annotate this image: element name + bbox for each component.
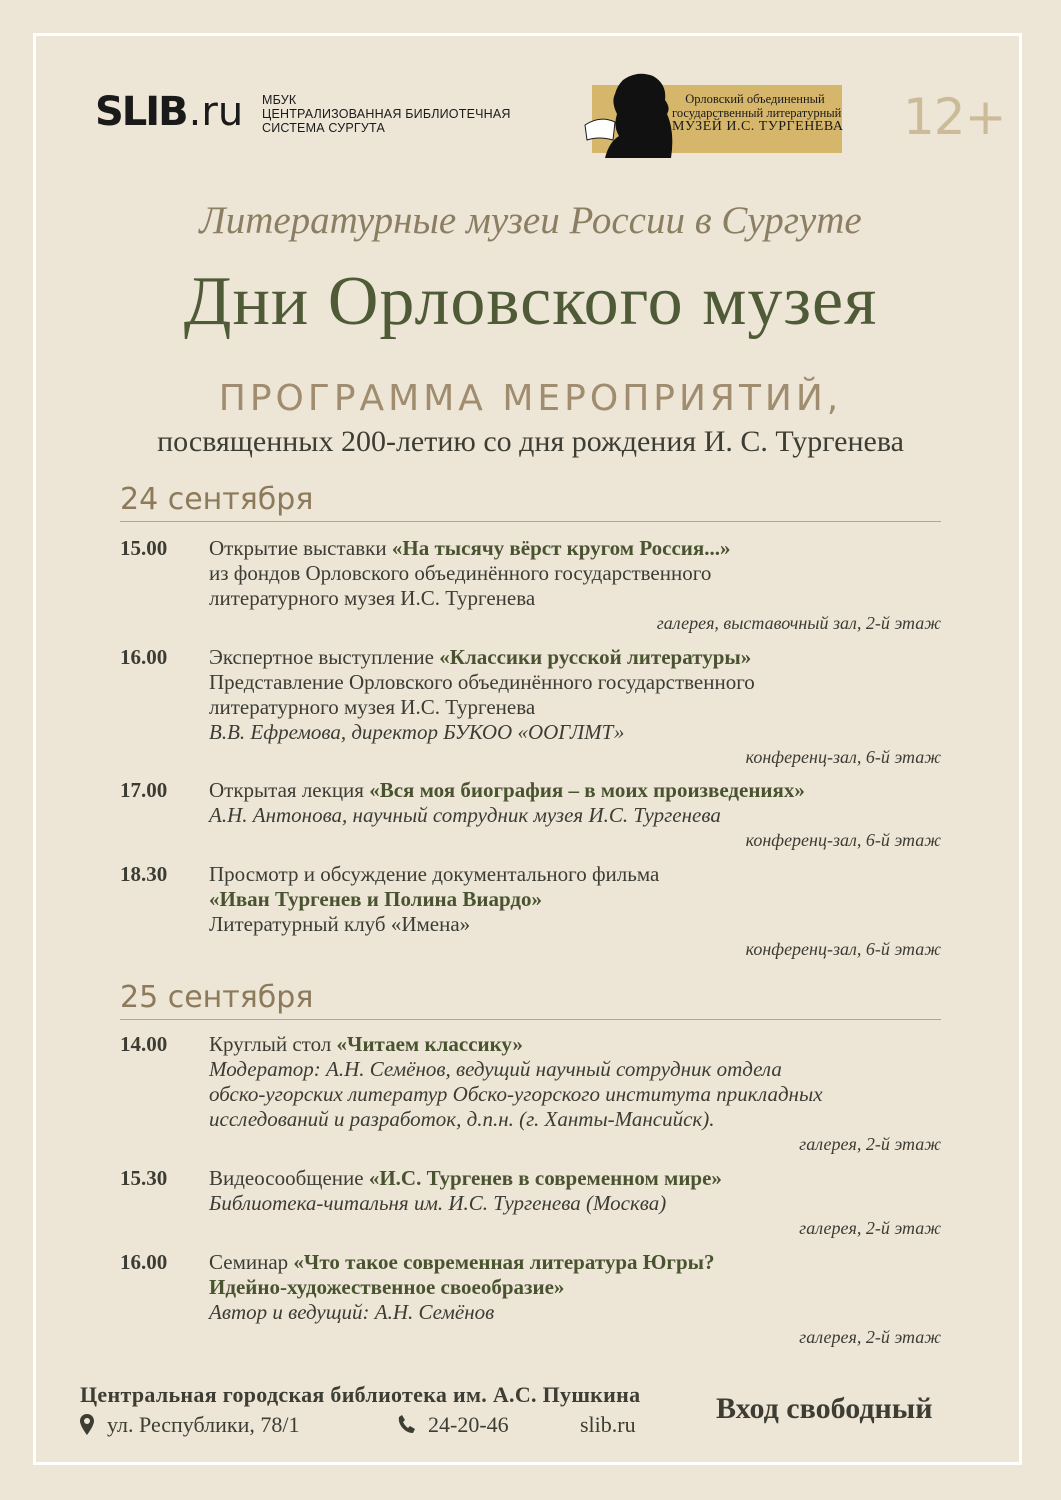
event-type: Экспертное выступление [209,645,440,669]
event-location: конференц-зал, 6-й этаж [745,830,941,850]
event-item [120,1032,941,1157]
event-location: конференц-зал, 6-й этаж [745,747,941,767]
event-type: Круглый стол [209,1032,337,1056]
event-item [120,862,941,962]
event-speaker: Библиотека-читальня им. И.С. Тургенева (Москва) [209,1191,667,1215]
event-description: из фондов Орловского объединённого государственного [209,561,712,585]
museum-line: Орловский объединенный [685,92,825,106]
event-time: 16.00 [120,1250,168,1274]
event-type: Открытие выставки [209,536,392,560]
event-title: «На тысячу вёрст кругом Россия...» [391,536,731,560]
event-item [120,536,941,636]
event-description: Литературный клуб «Имена» [209,912,471,936]
slib-logo-suffix: .ru [188,89,244,135]
event-time: 18.30 [120,862,168,886]
divider [120,1019,941,1020]
event-time: 17.00 [120,778,168,802]
event-title: «И.С. Тургенев в современном мире» [368,1166,722,1190]
org-line: СИСТЕМА СУРГУТА [262,121,385,135]
event-time: 15.30 [120,1166,168,1190]
event-type: Открытая лекция [209,778,370,802]
event-item [120,1250,941,1350]
slib-logo-mark: SLIB [95,89,187,135]
event-speaker: исследований и разработок, д.п.н. (г. Ханты-Мансийск). [209,1107,715,1131]
event-speaker: В.В. Ефремова, директор БУКОО «ООГЛМТ» [209,720,625,744]
event-title: «Читаем классику» [336,1032,523,1056]
phone-icon [398,1414,416,1440]
event-title: «Иван Тургенев и Полина Виардо» [209,887,543,911]
event-time: 16.00 [120,645,168,669]
organization-name [262,93,511,135]
event-item [120,1166,941,1241]
event-location: галерея, выставочный зал, 2-й этаж [656,613,941,633]
free-entry-label: Вход свободный [716,1392,933,1425]
event-location: галерея, 2-й этаж [799,1327,941,1347]
event-item [120,645,941,770]
museum-name [672,92,844,134]
event-description: литературного музея И.С. Тургенева [209,586,536,610]
event-speaker: А.Н. Антонова, научный сотрудник музея И.С. Тургенева [209,803,721,827]
event-location: галерея, 2-й этаж [799,1134,941,1154]
website-link[interactable]: slib.ru [580,1412,636,1437]
location-pin-icon [80,1414,94,1442]
event-type: Семинар [209,1250,294,1274]
event-speaker: Модератор: А.Н. Семёнов, ведущий научный сотрудник отдела [209,1057,782,1081]
event-type: Видеосообщение [209,1166,369,1190]
event-title-continued: Идейно-художественное своеобразие» [209,1275,565,1299]
event-type: Просмотр и обсуждение документального фильма [209,862,660,886]
day-heading: 24 сентября [120,482,314,517]
program-heading: ПРОГРАММА МЕРОПРИЯТИЙ, [218,378,843,419]
event-location: галерея, 2-й этаж [799,1218,941,1238]
event-title: «Что такое современная литература Югры? [293,1250,715,1274]
museum-line: государственный литературный [672,106,842,120]
age-rating-badge: 12+ [903,88,1006,146]
event-description: Представление Орловского объединённого государственного [209,670,755,694]
contact-row [80,1412,655,1440]
org-line: МБУК [262,93,297,107]
slib-logo [95,88,243,136]
event-description: литературного музея И.С. Тургенева [209,695,536,719]
org-line: ЦЕНТРАЛИЗОВАННАЯ БИБЛИОТЕЧНАЯ [262,107,511,121]
address: ул. Республики, 78/1 [107,1412,300,1437]
page-title: Дни Орловского музея [183,263,878,340]
page-subtitle: Литературные музеи России в Сургуте [199,199,862,242]
divider [120,521,941,522]
museum-line: МУЗЕЙ И.С. ТУРГЕНЕВА [672,119,844,134]
event-location: конференц-зал, 6-й этаж [745,939,941,959]
day-heading: 25 сентября [120,980,314,1015]
phone-number: 24-20-46 [428,1412,509,1437]
event-item [120,778,941,853]
event-speaker: Автор и ведущий: А.Н. Семёнов [209,1300,495,1324]
event-title: «Вся моя биография – в моих произведениях» [369,778,805,802]
event-time: 14.00 [120,1032,168,1056]
event-title: «Классики русской литературы» [439,645,752,669]
library-name: Центральная городская библиотека им. А.С. Пушкина [80,1382,641,1407]
dedication-line: посвященных 200-летию со дня рождения И. С. Тургенева [157,425,904,458]
event-time: 15.00 [120,536,168,560]
event-speaker: обско-угорских литератур Обско-угорского института прикладных [209,1082,823,1106]
